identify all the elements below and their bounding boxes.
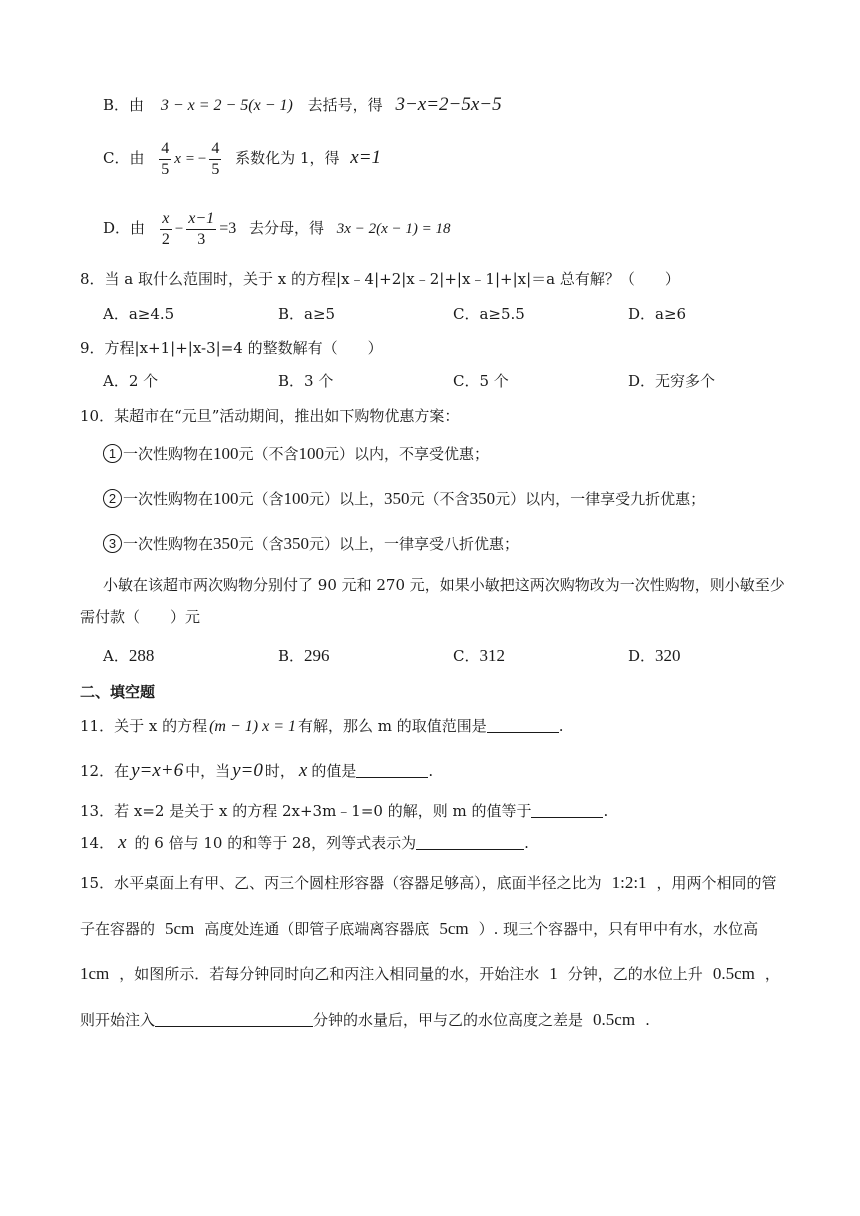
q10-rule-2: 2 一次性购物在100元（含100元）以上，350元（不含350元）以内，一律享受九折优惠； [103,488,705,510]
q7-option-d [103,206,450,251]
q10-option-a: A．288 [103,646,155,665]
circled-number: 2 [103,489,122,508]
q15-line2: 子在容器的 5cm 高度处连通（即管子底端离容器底 5cm ）. 现三个容器中，只有甲中有水，水位高 [80,919,759,938]
q8-option-c: C．a≥5.5 [453,305,525,323]
answer-blank[interactable] [356,761,428,778]
equation: y=0 [232,760,263,781]
step-text: 系数化为 1，得 [235,149,340,167]
q7-option-c [103,138,381,180]
q8-option-a: A．a≥4.5 [103,305,175,323]
equation: y=x+6 [131,760,184,781]
answer-blank[interactable] [487,716,559,733]
step-text: 去分母，得 [249,219,325,237]
fraction: $\frac{x-1}{3}$ [188,209,215,248]
q9-stem: 9．方程|x+1|+|x-3|=4 的整数解有（ ） [80,339,383,357]
answer-blank[interactable] [416,833,524,850]
q10-para-line1: 小敏在该超市两次购物分别付了 90 元和 270 元，如果小敏把这两次购物改为一次性购物，则小敏至少 [103,576,785,594]
answer-blank[interactable] [531,801,603,818]
section-heading: 二、填空题 [80,683,156,701]
q10-para-line2: 需付款（ ）元 [80,608,201,626]
q11: 11．关于 x 的方程 (m − 1) x = 1 有解，那么 m 的取值范围是 . [80,717,564,735]
step-text: 去括号，得 [307,96,383,114]
answer-blank[interactable] [155,1010,313,1027]
q10-option-d: D．320 [628,646,681,665]
q9-option-a: A．2 个 [103,372,159,390]
option-label: C．由 [103,149,145,167]
rhs: =3 [219,220,237,237]
variable: x [174,151,181,167]
q10-rule-1: 1 一次性购物在100元（不含100元）以内，不享受优惠； [103,443,489,465]
q13: 13．若 x=2 是关于 x 的方程 2x+3m﹣1=0 的解，则 m 的值等于 . [80,802,609,820]
minus-sign: − [174,221,184,237]
q10-rule-3: 3 一次性购物在350元（含350元）以上，一律享受八折优惠； [103,533,519,555]
q8-option-d: D．a≥6 [628,305,687,323]
q9-option-c: C．5 个 [453,372,509,390]
q8-option-b: B．a≥5 [278,305,336,323]
q15-line3: 1cm ，如图所示．若每分钟同时向乙和丙注入相同量的水，开始注水 1 分钟，乙的水位上升 0.5cm ， [80,964,780,983]
circled-number: 3 [103,534,122,553]
result-equation: 3−x=2−5x−5 [395,94,502,115]
result-equation: 3x − 2(x − 1) = 18 [336,221,451,237]
q10-option-c: C．312 [453,646,505,665]
circled-number: 1 [103,444,122,463]
equation: (m − 1) x = 1 [209,718,296,735]
result-equation: x=1 [350,147,382,168]
option-label: D．由 [103,219,146,237]
eq-sign: = − [185,151,207,167]
q10-option-b: B．296 [278,646,330,665]
q15-line1: 15．水平桌面上有甲、乙、丙三个圆柱形容器（容器足够高），底面半径之比为 1:2:1 ，用两个相同的管 [80,873,777,892]
variable: x [118,832,127,853]
equation: 3 − x = 2 − 5(x − 1) [160,97,293,114]
fraction: $\frac{4}{5}$ [211,139,220,178]
q12: 12．在 y=x+6 中，当 y=0 时， x 的值是 . [80,760,434,781]
q10-stem: 10．某超市在“元旦”活动期间，推出如下购物优惠方案： [80,407,460,425]
fraction: $\frac{x}{2}$ [161,209,170,248]
q7-option-b [103,94,502,117]
q14: 14． x 的 6 倍与 10 的和等于 28，列等式表示为 . [80,832,529,853]
option-label: B．由 [103,96,145,114]
variable: x [298,760,308,781]
q15-line4: 则开始注入 分钟的水量后，甲与乙的水位高度之差是 0.5cm . [80,1010,650,1029]
q8-stem: 8．当 a 取什么范围时，关于 x 的方程|x﹣4|+2|x﹣2|+|x﹣1|+|x|＝a 总有解？（ ） [80,270,680,288]
fraction: $\frac{4}{5}$ [161,139,170,178]
q9-option-b: B．3 个 [278,372,334,390]
q9-option-d: D．无穷多个 [628,372,716,390]
